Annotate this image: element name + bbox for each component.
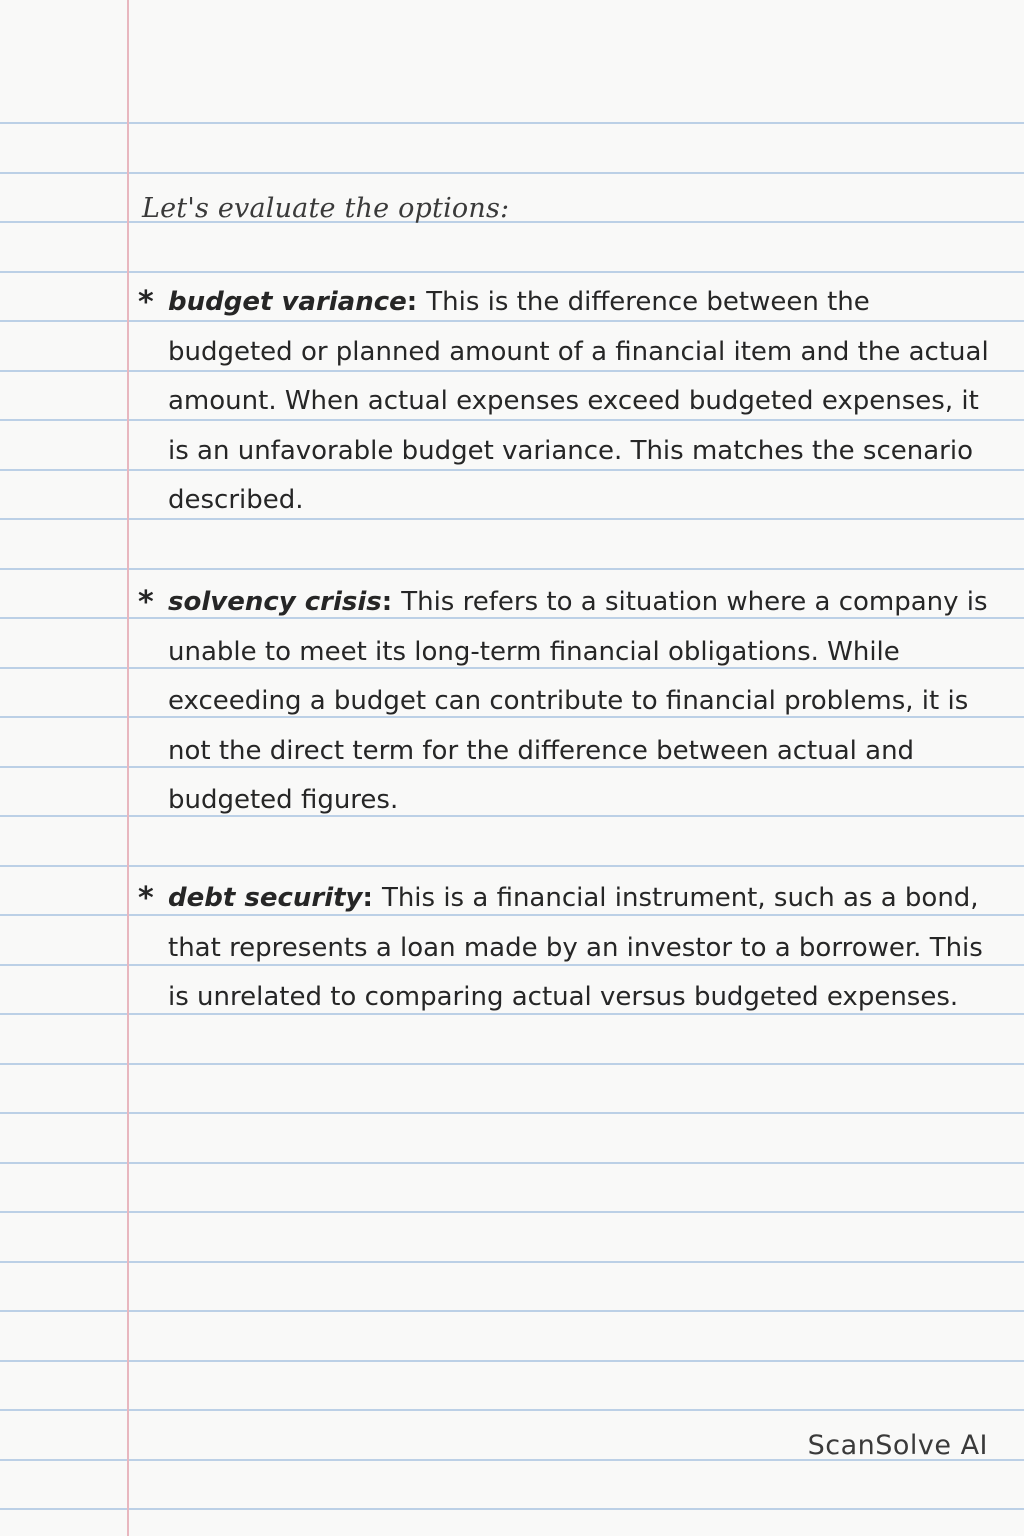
option-term: solvency crisis: [168, 587, 382, 617]
option-text: This refers to a situation where a company is unable to meet its long-term financial obligations. While exceeding a budget can contribute to financial problems, it is not the direct term for the difference between actual and budgeted figures.: [168, 587, 988, 815]
option-term: debt security: [168, 883, 363, 913]
option-term: budget variance: [168, 287, 407, 317]
ruled-line: [0, 271, 1024, 273]
option-body: [168, 874, 998, 1023]
option-body: [168, 578, 998, 826]
option-solvency-crisis: [138, 578, 998, 826]
ruled-line: [0, 1112, 1024, 1114]
bullet-asterisk: *: [138, 881, 154, 916]
ruled-line: [0, 1360, 1024, 1362]
ruled-line: [0, 1063, 1024, 1065]
option-text: This is a financial instrument, such as a bond, that represents a loan made by an investor to a borrower. This is unrelated to comparing actual versus budgeted expenses.: [168, 883, 983, 1012]
ruled-line: [0, 122, 1024, 124]
option-body: [168, 278, 998, 526]
ruled-line: [0, 1508, 1024, 1510]
term-colon: :: [362, 883, 382, 913]
option-debt-security: [138, 874, 998, 1023]
ruled-line: [0, 1162, 1024, 1164]
option-budget-variance: [138, 278, 998, 526]
option-text: This is the difference between the budgeted or planned amount of a financial item and the actual amount. When actual expenses exceed budgeted expenses, it is an unfavorable budget variance. This matches the scenario described.: [168, 287, 989, 515]
ruled-line: [0, 1211, 1024, 1213]
term-colon: :: [406, 287, 427, 317]
ruled-line: [0, 1409, 1024, 1411]
term-colon: :: [381, 587, 402, 617]
ruled-line: [0, 172, 1024, 174]
ruled-line: [0, 865, 1024, 867]
intro-heading: Let's evaluate the options:: [142, 193, 510, 224]
ruled-line: [0, 1261, 1024, 1263]
margin-line: [127, 0, 129, 1536]
brand-watermark: ScanSolve AI: [807, 1430, 988, 1461]
ruled-line: [0, 1310, 1024, 1312]
bullet-asterisk: *: [138, 585, 154, 620]
bullet-asterisk: *: [138, 285, 154, 320]
ruled-line: [0, 568, 1024, 570]
